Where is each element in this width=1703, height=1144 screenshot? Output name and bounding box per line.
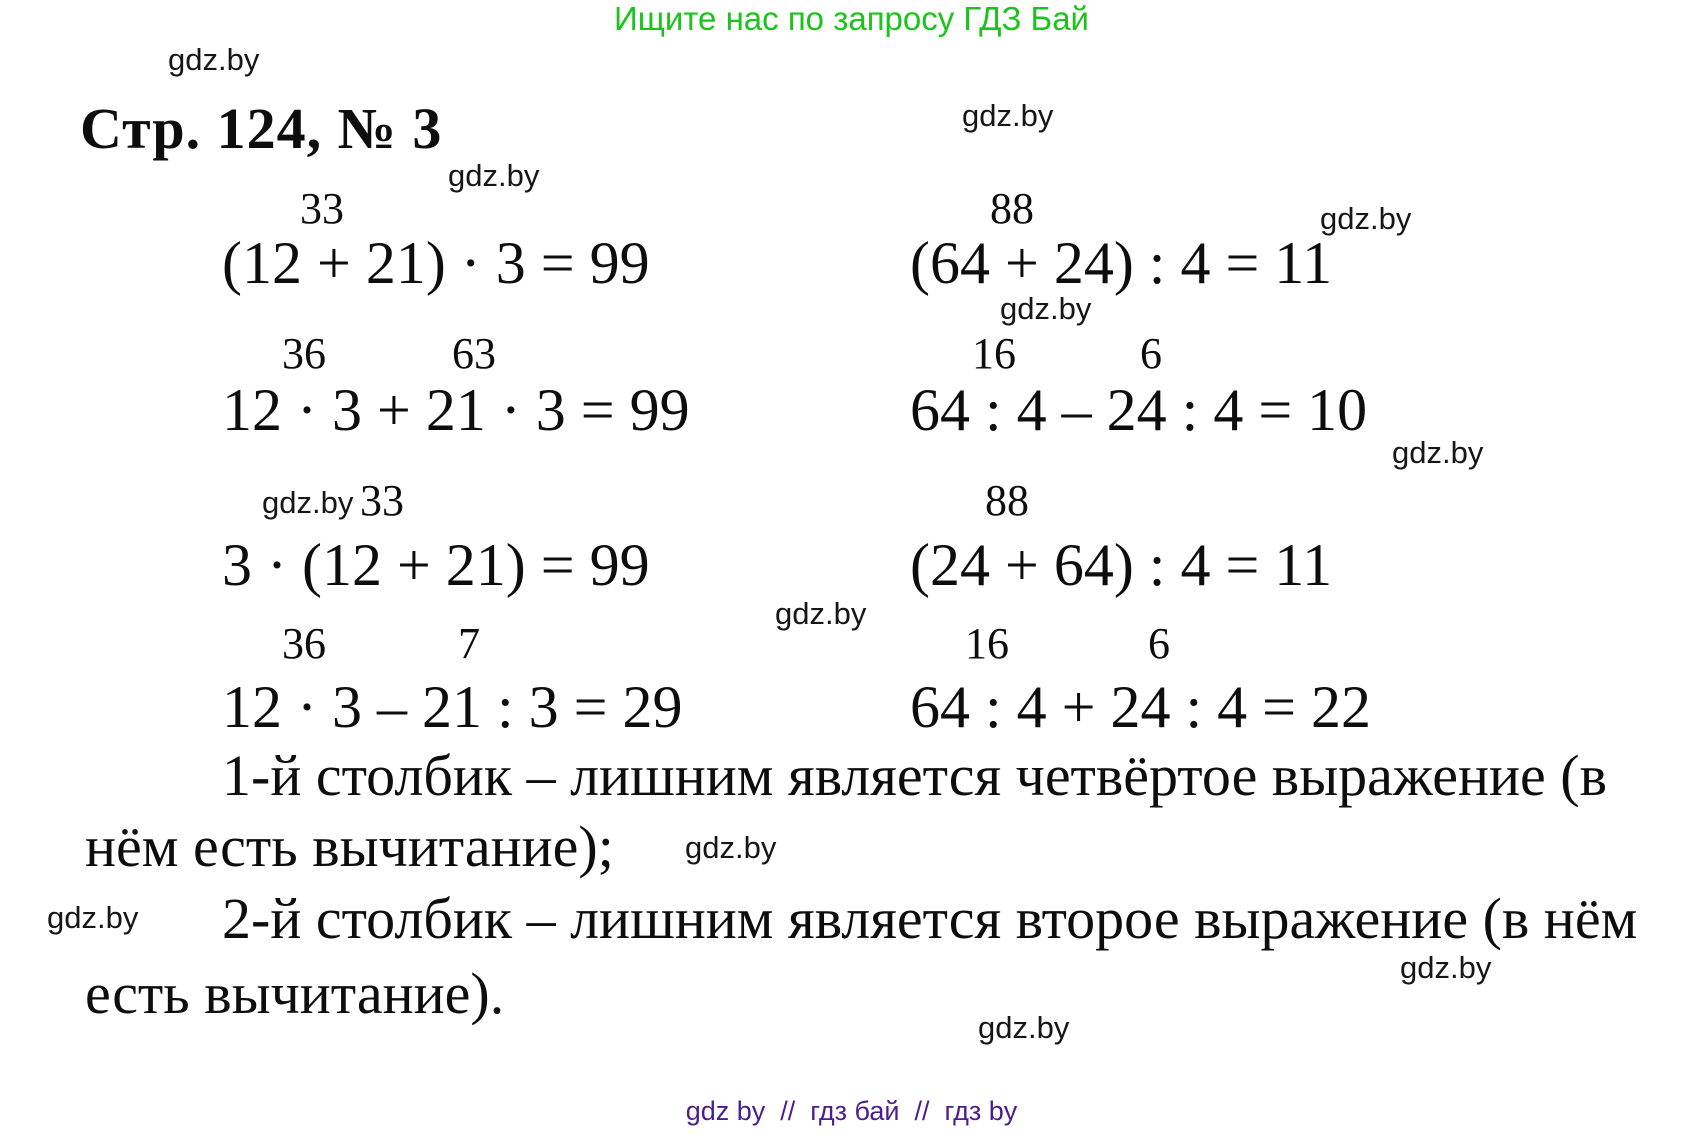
- gdzby-watermark: gdz.by: [775, 596, 867, 631]
- gdzby-watermark: gdz.by: [978, 1010, 1070, 1045]
- promo-banner: Ищите нас по запросу ГДЗ Бай: [614, 0, 1089, 37]
- gdzby-watermark: gdz.by: [47, 900, 139, 935]
- explanation-line: 2-й столбик – лишним является второе выражение (в нём: [222, 886, 1638, 951]
- gdzby-watermark: gdz.by: [448, 158, 540, 193]
- gdzby-watermark: gdz.by: [1400, 950, 1492, 985]
- gdzby-watermark: gdz.by: [1392, 435, 1484, 470]
- explanation-line: 1-й столбик – лишним является четвёртое выражение (в: [222, 743, 1607, 808]
- partial-result: 36: [282, 329, 326, 378]
- equation-right-1: (64 + 24) : 4 = 11: [910, 230, 1333, 296]
- partial-result: 63: [452, 329, 496, 378]
- gdzby-watermark: gdz.by: [1000, 291, 1092, 326]
- partial-result: 33: [300, 184, 344, 233]
- partial-result: 16: [965, 619, 1009, 668]
- equation-right-3: (24 + 64) : 4 = 11: [910, 532, 1333, 598]
- equation-left-3: 3 · (12 + 21) = 99: [222, 532, 650, 598]
- explanation-line: нём есть вычитание);: [85, 814, 614, 879]
- gdzby-watermark: gdz.by: [262, 485, 354, 520]
- equation-left-2: 12 · 3 + 21 · 3 = 99: [222, 377, 690, 443]
- partial-result: 88: [985, 476, 1029, 525]
- page-title: Стр. 124, № 3: [80, 96, 443, 161]
- equation-left-1: (12 + 21) · 3 = 99: [222, 230, 650, 296]
- partial-result: 7: [458, 619, 480, 668]
- equation-right-2: 64 : 4 – 24 : 4 = 10: [910, 377, 1368, 443]
- gdzby-watermark: gdz.by: [168, 42, 260, 77]
- partial-result: 6: [1140, 329, 1162, 378]
- gdzby-watermark: gdz.by: [685, 830, 777, 865]
- equation-right-4: 64 : 4 + 24 : 4 = 22: [910, 674, 1372, 740]
- partial-result: 36: [282, 619, 326, 668]
- partial-result: 33: [360, 476, 404, 525]
- partial-result: 88: [990, 184, 1034, 233]
- gdzby-watermark: gdz.by: [962, 98, 1054, 133]
- gdzby-watermark: gdz.by: [1320, 201, 1412, 236]
- explanation-line: есть вычитание).: [85, 961, 505, 1026]
- site-footer: gdz by // гдз бай // гдз by: [685, 1096, 1018, 1126]
- partial-result: 6: [1148, 619, 1170, 668]
- partial-result: 16: [972, 329, 1016, 378]
- equation-left-4: 12 · 3 – 21 : 3 = 29: [222, 674, 683, 740]
